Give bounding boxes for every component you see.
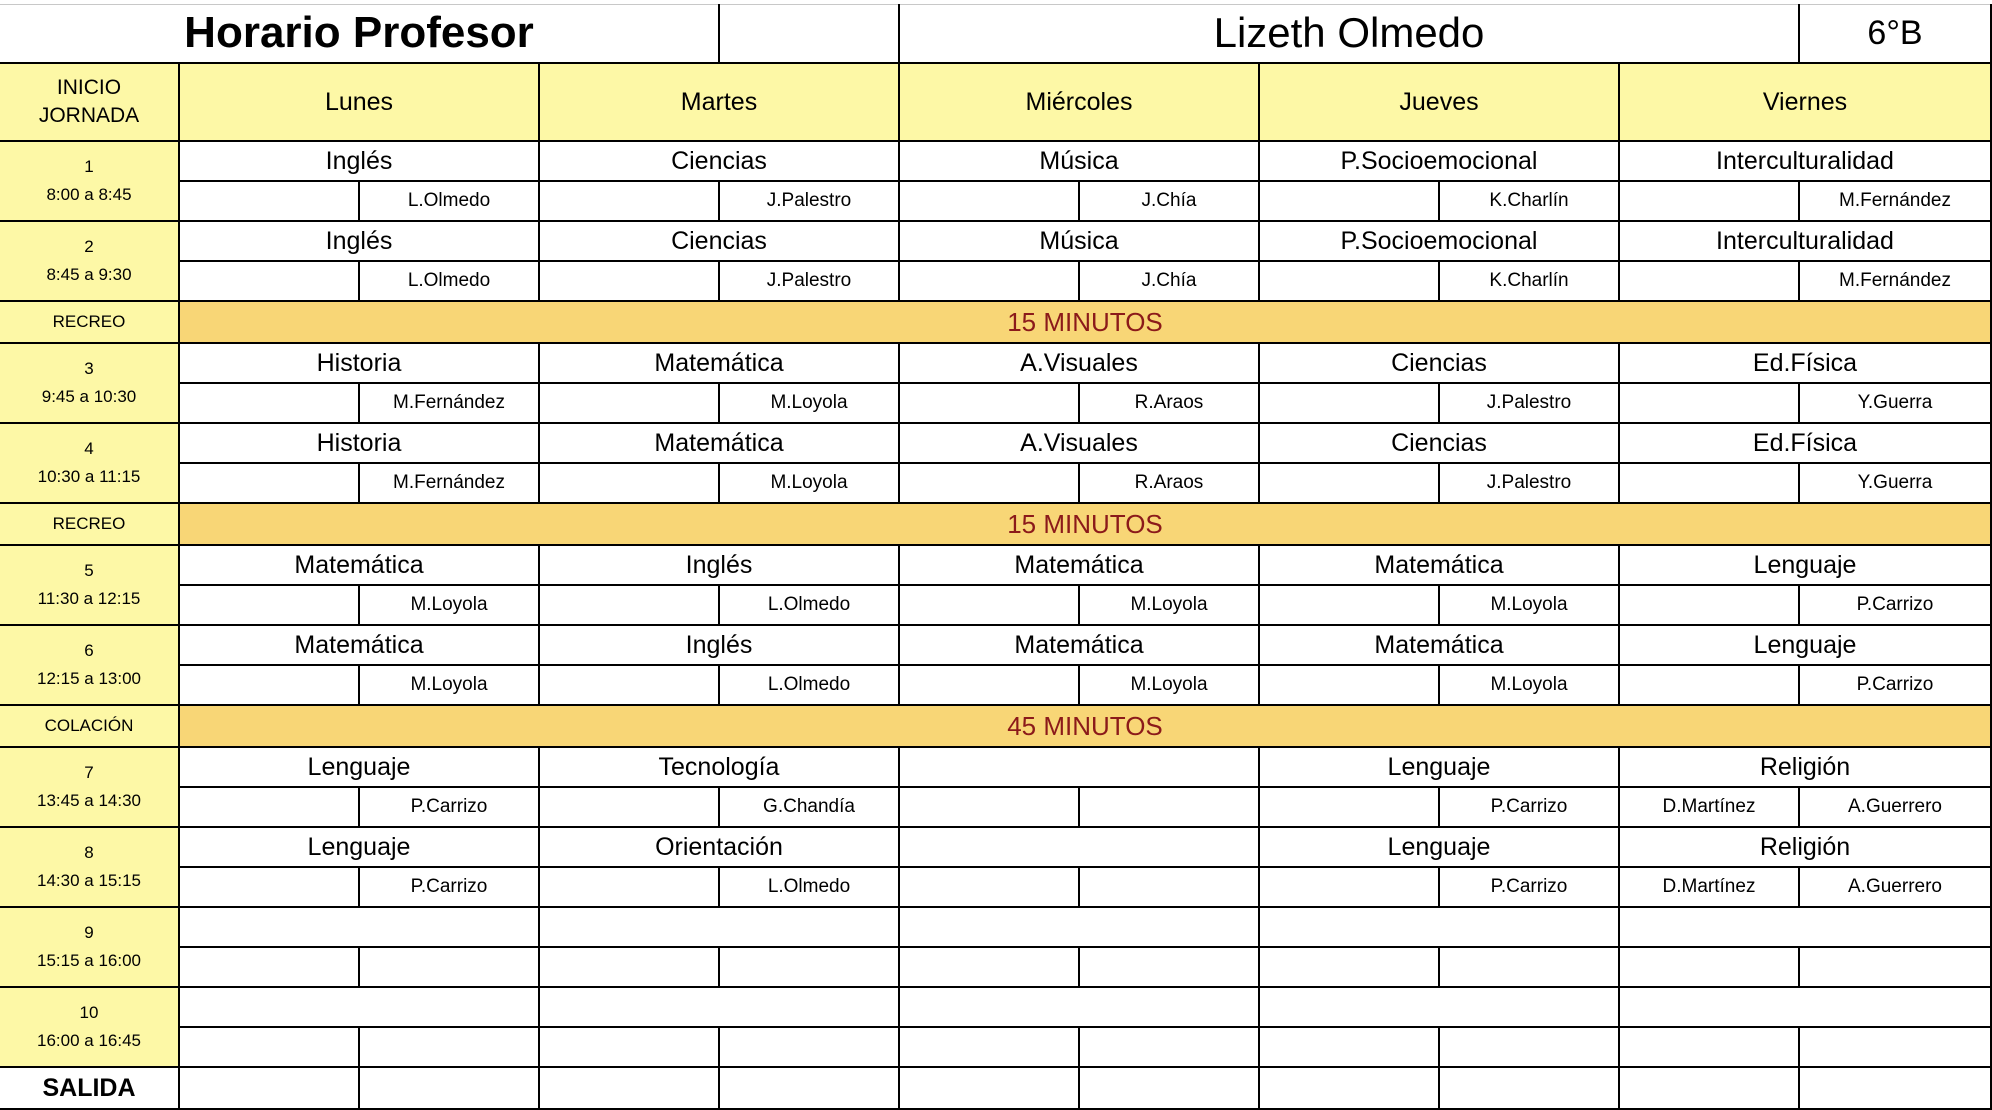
teacher-cell[interactable]: J.Palestro: [720, 182, 900, 222]
exit-cell[interactable]: [360, 1068, 540, 1110]
period-label: [0, 546, 180, 626]
subject-cell[interactable]: A.Visuales: [900, 424, 1260, 464]
teacher-cell[interactable]: K.Charlín: [1440, 262, 1620, 302]
teacher-cell[interactable]: Y.Guerra: [1800, 464, 1992, 504]
subject-cell[interactable]: Lenguaje: [1620, 546, 1992, 586]
break-duration: 45 MINUTOS: [180, 706, 1992, 748]
break-label: COLACIÓN: [0, 706, 180, 748]
start-label-line: INICIO: [56, 76, 122, 99]
teacher-cell[interactable]: J.Palestro: [1440, 464, 1620, 504]
period-label: [0, 142, 180, 222]
teacher-cell[interactable]: D.Martínez: [1620, 788, 1800, 828]
header-spacer-cell[interactable]: [720, 4, 900, 64]
teacher-cell[interactable]: [1800, 1028, 1992, 1068]
subject-cell[interactable]: [540, 908, 900, 948]
teacher-cell[interactable]: [180, 1028, 360, 1068]
teacher-cell[interactable]: [1620, 586, 1800, 626]
teacher-cell[interactable]: [540, 948, 720, 988]
teacher-cell[interactable]: M.Loyola: [720, 464, 900, 504]
subject-cell[interactable]: Ciencias: [1260, 424, 1620, 464]
day-header-martes: Martes: [540, 64, 900, 142]
period-time: 14:30 a 15:15: [37, 871, 141, 890]
teacher-cell[interactable]: D.Martínez: [1620, 868, 1800, 908]
teacher-cell[interactable]: [540, 788, 720, 828]
period-number: 8: [84, 843, 94, 862]
teacher-cell[interactable]: [900, 948, 1080, 988]
teacher-cell[interactable]: L.Olmedo: [720, 586, 900, 626]
teacher-cell[interactable]: R.Araos: [1080, 384, 1260, 424]
teacher-cell[interactable]: [1080, 868, 1260, 908]
teacher-cell[interactable]: M.Fernández: [360, 384, 540, 424]
teacher-cell[interactable]: K.Charlín: [1440, 182, 1620, 222]
teacher-cell[interactable]: [360, 948, 540, 988]
day-header-lunes: Lunes: [180, 64, 540, 142]
period-number: 7: [84, 763, 94, 782]
period-label: [0, 424, 180, 504]
subject-cell[interactable]: Ed.Física: [1620, 344, 1992, 384]
teacher-cell[interactable]: [180, 788, 360, 828]
subject-cell[interactable]: Religión: [1620, 748, 1992, 788]
teacher-cell[interactable]: [1440, 948, 1620, 988]
teacher-cell[interactable]: M.Fernández: [1800, 262, 1992, 302]
teacher-cell[interactable]: [540, 666, 720, 706]
subject-cell[interactable]: [900, 748, 1260, 788]
teacher-cell[interactable]: [180, 666, 360, 706]
teacher-cell[interactable]: M.Loyola: [360, 586, 540, 626]
teacher-cell[interactable]: [180, 384, 360, 424]
break-label: RECREO: [0, 302, 180, 344]
teacher-cell[interactable]: [180, 868, 360, 908]
teacher-cell[interactable]: [180, 182, 360, 222]
break-duration: 15 MINUTOS: [180, 504, 1992, 546]
subject-cell[interactable]: Interculturalidad: [1620, 222, 1992, 262]
teacher-cell[interactable]: [1260, 868, 1440, 908]
teacher-cell[interactable]: M.Loyola: [1440, 666, 1620, 706]
teacher-cell[interactable]: [720, 948, 900, 988]
teacher-cell[interactable]: [1620, 948, 1800, 988]
subject-cell[interactable]: P.Socioemocional: [1260, 222, 1620, 262]
subject-cell[interactable]: Inglés: [540, 626, 900, 666]
period-label: [0, 828, 180, 908]
subject-cell[interactable]: Matemática: [900, 626, 1260, 666]
subject-cell[interactable]: [1260, 988, 1620, 1028]
subject-cell[interactable]: Lenguaje: [180, 828, 540, 868]
teacher-cell[interactable]: Y.Guerra: [1800, 384, 1992, 424]
teacher-cell[interactable]: [900, 384, 1080, 424]
teacher-cell[interactable]: [1260, 666, 1440, 706]
teacher-cell[interactable]: M.Fernández: [360, 464, 540, 504]
period-label: [0, 344, 180, 424]
period-time: 10:30 a 11:15: [37, 467, 141, 486]
subject-cell[interactable]: A.Visuales: [900, 344, 1260, 384]
subject-cell[interactable]: Historia: [180, 424, 540, 464]
period-time: 8:00 a 8:45: [46, 185, 132, 204]
subject-cell[interactable]: Ed.Física: [1620, 424, 1992, 464]
teacher-cell[interactable]: M.Loyola: [360, 666, 540, 706]
teacher-cell[interactable]: [1620, 666, 1800, 706]
subject-cell[interactable]: Tecnología: [540, 748, 900, 788]
teacher-cell[interactable]: [180, 948, 360, 988]
exit-cell[interactable]: [1440, 1068, 1620, 1110]
teacher-cell[interactable]: [1260, 182, 1440, 222]
teacher-cell[interactable]: [900, 1028, 1080, 1068]
teacher-cell[interactable]: M.Loyola: [1080, 666, 1260, 706]
teacher-cell[interactable]: [540, 1028, 720, 1068]
teacher-cell[interactable]: L.Olmedo: [720, 868, 900, 908]
subject-cell[interactable]: Inglés: [180, 222, 540, 262]
day-header-viernes: Viernes: [1620, 64, 1992, 142]
teacher-cell[interactable]: [1800, 948, 1992, 988]
teacher-cell[interactable]: P.Carrizo: [360, 868, 540, 908]
subject-cell[interactable]: Lenguaje: [1620, 626, 1992, 666]
teacher-cell[interactable]: [1620, 384, 1800, 424]
subject-cell[interactable]: Lenguaje: [180, 748, 540, 788]
subject-cell[interactable]: Matemática: [540, 424, 900, 464]
subject-cell[interactable]: Ciencias: [540, 142, 900, 182]
teacher-cell[interactable]: [1080, 948, 1260, 988]
period-time: 15:15 a 16:00: [37, 951, 141, 970]
subject-cell[interactable]: [900, 828, 1260, 868]
subject-cell[interactable]: [180, 988, 540, 1028]
subject-cell[interactable]: Interculturalidad: [1620, 142, 1992, 182]
teacher-cell[interactable]: [1260, 262, 1440, 302]
teacher-cell[interactable]: G.Chandía: [720, 788, 900, 828]
subject-cell[interactable]: [1620, 988, 1992, 1028]
teacher-cell[interactable]: [1620, 262, 1800, 302]
subject-cell[interactable]: Ciencias: [540, 222, 900, 262]
teacher-cell[interactable]: [180, 586, 360, 626]
teacher-cell[interactable]: L.Olmedo: [720, 666, 900, 706]
subject-cell[interactable]: [180, 908, 540, 948]
exit-cell[interactable]: [720, 1068, 900, 1110]
exit-cell[interactable]: [1260, 1068, 1440, 1110]
period-number: 4: [84, 439, 94, 458]
period-label: [0, 748, 180, 828]
teacher-cell[interactable]: [540, 262, 720, 302]
teacher-cell[interactable]: [1620, 1028, 1800, 1068]
teacher-cell[interactable]: J.Palestro: [1440, 384, 1620, 424]
teacher-cell[interactable]: P.Carrizo: [1800, 666, 1992, 706]
subject-cell[interactable]: Matemática: [540, 344, 900, 384]
exit-label: SALIDA: [0, 1068, 180, 1110]
subject-cell[interactable]: Matemática: [1260, 626, 1620, 666]
teacher-cell[interactable]: [900, 666, 1080, 706]
teacher-cell[interactable]: [1440, 1028, 1620, 1068]
teacher-cell[interactable]: [1620, 182, 1800, 222]
teacher-name: Lizeth Olmedo: [900, 4, 1800, 64]
subject-cell[interactable]: Música: [900, 222, 1260, 262]
teacher-cell[interactable]: [180, 262, 360, 302]
teacher-cell[interactable]: [540, 586, 720, 626]
teacher-cell[interactable]: L.Olmedo: [360, 262, 540, 302]
period-number: 1: [84, 157, 94, 176]
teacher-cell[interactable]: [900, 868, 1080, 908]
break-duration: 15 MINUTOS: [180, 302, 1992, 344]
teacher-cell[interactable]: P.Carrizo: [1440, 788, 1620, 828]
day-header-jueves: Jueves: [1260, 64, 1620, 142]
subject-cell[interactable]: Matemática: [1260, 546, 1620, 586]
page-title: Horario Profesor: [0, 4, 720, 64]
subject-cell[interactable]: Matemática: [180, 626, 540, 666]
teacher-cell[interactable]: [900, 788, 1080, 828]
teacher-cell[interactable]: J.Chía: [1080, 182, 1260, 222]
teacher-cell[interactable]: A.Guerrero: [1800, 868, 1992, 908]
teacher-cell[interactable]: [1080, 788, 1260, 828]
teacher-cell[interactable]: [540, 868, 720, 908]
subject-cell[interactable]: Matemática: [180, 546, 540, 586]
subject-cell[interactable]: Música: [900, 142, 1260, 182]
subject-cell[interactable]: [1260, 908, 1620, 948]
subject-cell[interactable]: Matemática: [900, 546, 1260, 586]
day-header-miércoles: Miércoles: [900, 64, 1260, 142]
teacher-cell[interactable]: [1620, 464, 1800, 504]
break-label: RECREO: [0, 504, 180, 546]
subject-cell[interactable]: [540, 988, 900, 1028]
subject-cell[interactable]: Lenguaje: [1260, 748, 1620, 788]
teacher-cell[interactable]: P.Carrizo: [1800, 586, 1992, 626]
teacher-cell[interactable]: A.Guerrero: [1800, 788, 1992, 828]
teacher-cell[interactable]: [1080, 1028, 1260, 1068]
exit-cell[interactable]: [540, 1068, 720, 1110]
exit-cell[interactable]: [900, 1068, 1080, 1110]
teacher-cell[interactable]: P.Carrizo: [1440, 868, 1620, 908]
period-number: 6: [84, 641, 94, 660]
teacher-cell[interactable]: M.Fernández: [1800, 182, 1992, 222]
teacher-cell[interactable]: [1260, 586, 1440, 626]
teacher-cell[interactable]: [540, 464, 720, 504]
period-number: 10: [79, 1003, 99, 1022]
start-label: [0, 64, 180, 142]
start-label-line: JORNADA: [38, 104, 140, 127]
subject-cell[interactable]: Religión: [1620, 828, 1992, 868]
teacher-cell[interactable]: [1260, 384, 1440, 424]
period-label: [0, 988, 180, 1068]
teacher-cell[interactable]: [180, 464, 360, 504]
subject-cell[interactable]: Inglés: [540, 546, 900, 586]
period-number: 9: [84, 923, 94, 942]
exit-cell[interactable]: [180, 1068, 360, 1110]
teacher-cell[interactable]: [900, 182, 1080, 222]
teacher-cell[interactable]: J.Palestro: [720, 262, 900, 302]
period-number: 5: [84, 561, 94, 580]
period-time: 11:30 a 12:15: [37, 589, 141, 608]
subject-cell[interactable]: [1620, 908, 1992, 948]
teacher-cell[interactable]: [1260, 1028, 1440, 1068]
teacher-cell[interactable]: P.Carrizo: [360, 788, 540, 828]
subject-cell[interactable]: Ciencias: [1260, 344, 1620, 384]
subject-cell[interactable]: Orientación: [540, 828, 900, 868]
teacher-cell[interactable]: [1260, 464, 1440, 504]
teacher-cell[interactable]: [360, 1028, 540, 1068]
subject-cell[interactable]: [900, 908, 1260, 948]
teacher-cell[interactable]: J.Chía: [1080, 262, 1260, 302]
period-label: [0, 908, 180, 988]
period-time: 16:00 a 16:45: [37, 1031, 141, 1050]
subject-cell[interactable]: [900, 988, 1260, 1028]
subject-cell[interactable]: P.Socioemocional: [1260, 142, 1620, 182]
teacher-cell[interactable]: M.Loyola: [720, 384, 900, 424]
teacher-cell[interactable]: M.Loyola: [1080, 586, 1260, 626]
teacher-cell[interactable]: [900, 464, 1080, 504]
teacher-cell[interactable]: [900, 262, 1080, 302]
teacher-cell[interactable]: [720, 1028, 900, 1068]
subject-cell[interactable]: Lenguaje: [1260, 828, 1620, 868]
teacher-cell[interactable]: R.Araos: [1080, 464, 1260, 504]
period-number: 3: [84, 359, 94, 378]
exit-cell[interactable]: [1080, 1068, 1260, 1110]
period-time: 8:45 a 9:30: [46, 265, 132, 284]
exit-cell[interactable]: [1800, 1068, 1992, 1110]
subject-cell[interactable]: Inglés: [180, 142, 540, 182]
period-label: [0, 222, 180, 302]
teacher-cell[interactable]: [900, 586, 1080, 626]
period-label: [0, 626, 180, 706]
exit-cell[interactable]: [1620, 1068, 1800, 1110]
teacher-cell[interactable]: [540, 182, 720, 222]
period-time: 9:45 a 10:30: [41, 387, 137, 406]
subject-cell[interactable]: Historia: [180, 344, 540, 384]
teacher-cell[interactable]: L.Olmedo: [360, 182, 540, 222]
period-time: 12:15 a 13:00: [37, 669, 141, 688]
period-time: 13:45 a 14:30: [37, 791, 141, 810]
teacher-cell[interactable]: [1260, 788, 1440, 828]
teacher-cell[interactable]: M.Loyola: [1440, 586, 1620, 626]
teacher-cell[interactable]: [540, 384, 720, 424]
teacher-cell[interactable]: [1260, 948, 1440, 988]
grade-label: 6°B: [1800, 4, 1992, 64]
period-number: 2: [84, 237, 94, 256]
